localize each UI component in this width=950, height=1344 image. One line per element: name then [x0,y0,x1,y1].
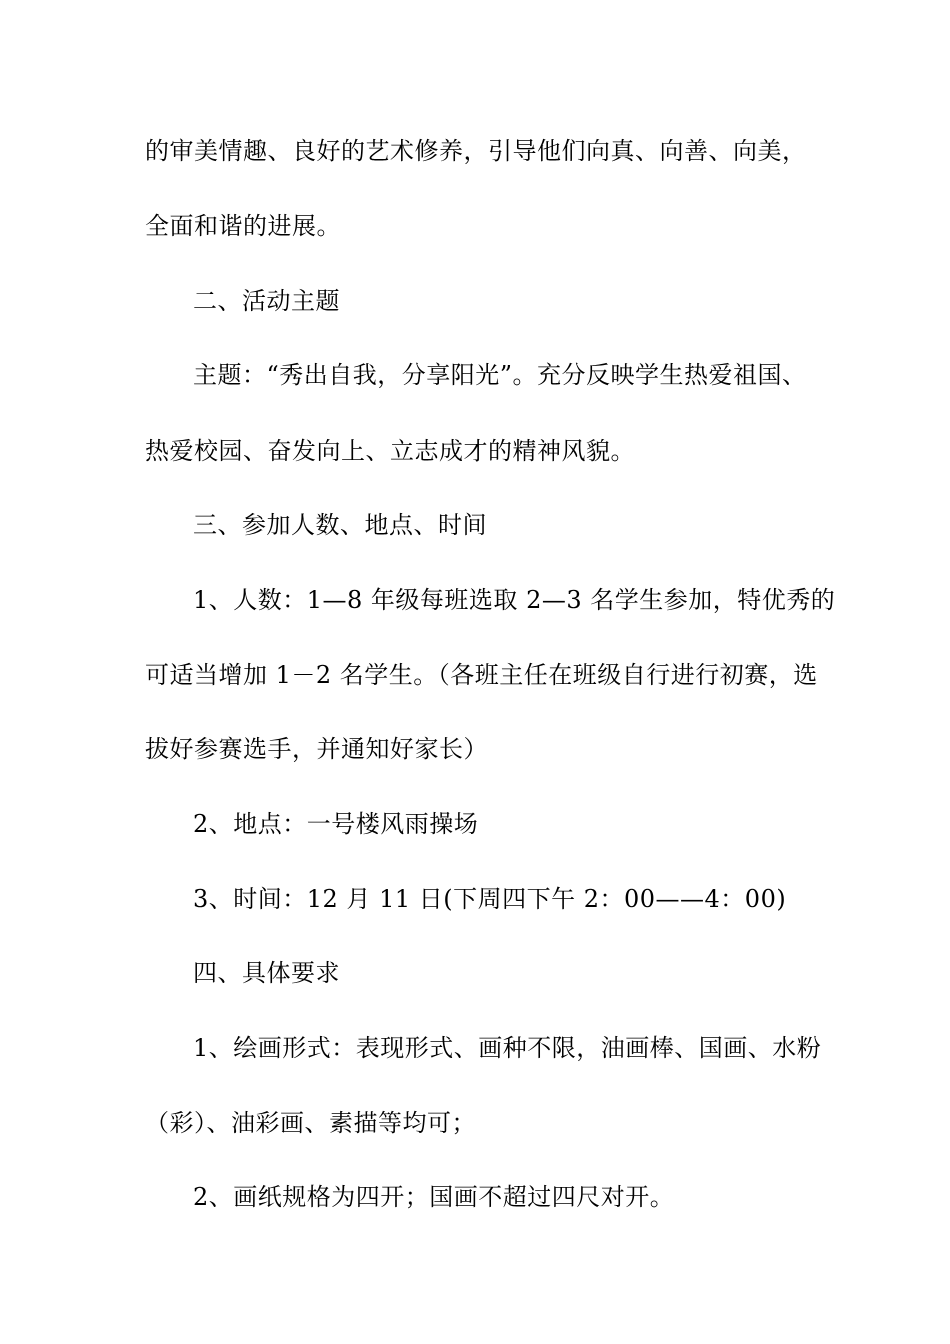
section-heading: 三、参加人数、地点、时间 [193,511,487,539]
paragraph-line: 2、地点：一号楼风雨操场 [193,810,479,838]
paragraph-line: 2、画纸规格为四开；国画不超过四尺对开。 [193,1183,675,1211]
paragraph-line: 主题：“秀出自我，分享阳光”。充分反映学生热爱祖国、 [193,361,807,389]
paragraph-line: 拔好参赛选手，并通知好家长） [145,735,488,763]
paragraph-line: 3、时间：12 月 11 日(下周四下午 2：00——4：00) [193,885,787,913]
paragraph-line: （彩）、油彩画、素描等均可； [145,1109,476,1137]
paragraph-line: 热爱校园、奋发向上、立志成才的精神风貌。 [145,437,635,465]
section-heading: 四、具体要求 [193,959,340,987]
paragraph-line: 1、绘画形式：表现形式、画种不限，油画棒、国画、水粉 [193,1034,822,1062]
paragraph-line: 可适当增加 1－2 名学生。（各班主任在班级自行进行初赛，选 [145,661,818,689]
paragraph-line: 的审美情趣、良好的艺术修养，引导他们向真、向善、向美， [145,137,807,165]
section-heading: 二、活动主题 [193,287,340,315]
paragraph-line: 全面和谐的进展。 [145,212,341,240]
paragraph-line: 1、人数：1—8 年级每班选取 2—3 名学生参加，特优秀的 [193,586,836,614]
